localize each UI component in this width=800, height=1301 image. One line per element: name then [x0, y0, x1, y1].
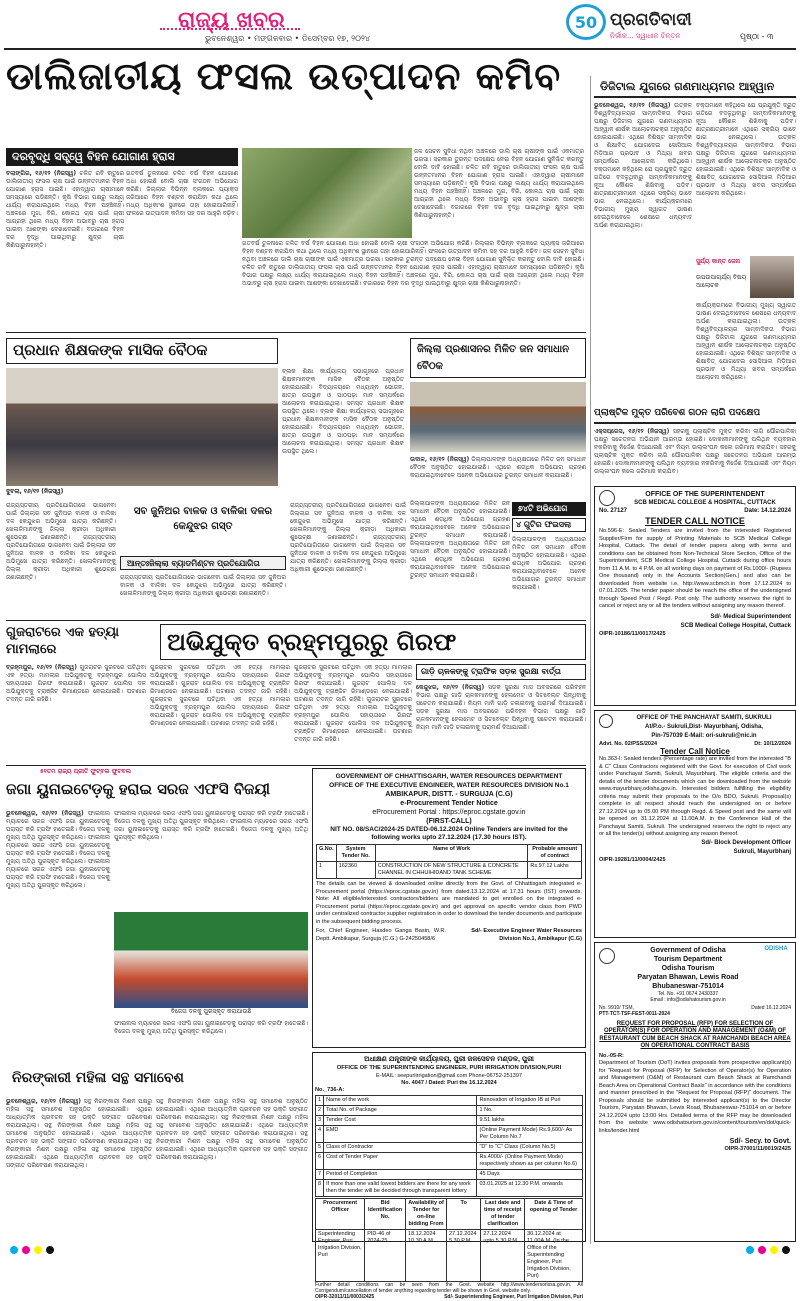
puri-cell: Rs.4000/- (Online Payment Mode) respectively shown as per column No.6): [477, 1152, 583, 1169]
puri-cell: Period of Completion: [324, 1169, 477, 1179]
cg-office: OFFICE OF THE EXECUTIVE ENGINEER, WATER RESOURCES DIVISION No.1: [316, 781, 582, 790]
road-dateline: କେନ୍ଦୁଝର, ୧୬/୧୨ (ନିଜସ୍ୱ): [416, 684, 484, 691]
masthead-rule: [4, 48, 796, 50]
tourism-title: REQUEST FOR PROPOSAL (RFP) FOR SELECTION OF OPERATOR(S) FOR OPERATION AND MANAGEMENT (O&M) OF RESTAURANT CUM BEACH SHACK AT RAMCHANDI BEACH AREA ON OPERATIONAL CONTRACT BASIS: [599, 1021, 791, 1051]
puri-cell: 9.51 lakhs: [477, 1115, 583, 1125]
puri-cell: Renovation of Irrigation IB at Puri: [477, 1095, 583, 1105]
tourism-sign: Sd/- Secy. to Govt.: [599, 1137, 791, 1146]
puri-cell: EMD: [324, 1125, 477, 1142]
crime-text2: ଗୁଜରାଟର ସୁରଟରେ ଘଟିଥିବା ଏକ ହତ୍ୟା ମାମଲାର ଅଭିଯୁକ୍ତକୁ ବ୍ରହ୍ମପୁର ପୋଲିସ ସହାୟତାରେ ଗିରଫ କରାଯାଇଛି। ଗୁଜରାଟ ପୋଲିସ ଦଳ ଅଭିଯୁକ୍ତକୁ ଟ୍ରାଞ୍ଜିଟ ରିମାଣ୍ଡରେ ନେଇଯାଇଛି। ଘଟଣାର ତଦନ୍ତ ଜାରି ରହିଛି।: [150, 664, 290, 695]
right-top-body2b: ବକ୍ତାମାନେ କହିଥିଲେ ଯେ ପ୍ରଯୁକ୍ତି ଦ୍ରୁତ ଗତିରେ ବଦଳୁଥିବାରୁ ସାମ୍ବାଦିକମାନଙ୍କୁ ନୂଆ କୌଶଳ ଶିଖିବାକୁ ପଡ଼ିବ। ଛାତ୍ରଛାତ୍ରୀମାନେ ଏଥିରେ ସକ୍ରିୟ ଭାବେ ଭାଗ ନେଇଥିଲେ।: [696, 102, 796, 141]
registration-dot-magenta-r: [758, 1246, 766, 1254]
registration-dot-cyan: [10, 1246, 18, 1254]
crime-text3: ଗୁଜରାଟର ସୁରଟରେ ଘଟିଥିବା ଏକ ହତ୍ୟା ମାମଲାର ଅଭିଯୁକ୍ତକୁ ବ୍ରହ୍ମପୁର ପୋଲିସ ସହାୟତାରେ ଗିରଫ କରାଯାଇଛି। ଗୁଜରାଟ ପୋଲିସ ଦଳ ଅଭିଯୁକ୍ତକୁ ଟ୍ରାଞ୍ଜିଟ ରିମାଣ୍ଡରେ ନେଇଯାଇଛି। ଘଟଣାର ତଦନ୍ତ ଜାରି ରହିଛି।: [150, 696, 290, 727]
puri-row: [316, 1125, 583, 1142]
tourism-ref: PTT-TCT-TSF-FEST-0011-2024: [599, 1011, 791, 1019]
puri-email: E-MAIL: seepuriirrigation@gmail.com Phone-06752-251397: [315, 1073, 583, 1080]
headmaster-text: ବ୍ଲକ ଶିକ୍ଷା କାର୍ଯ୍ୟାଳୟ ସଭାଗୃହରେ ପ୍ରଧାନ ଶିକ୍ଷକମାନଙ୍କ ମାସିକ ବୈଠକ ଅନୁଷ୍ଠିତ ହୋଇଯାଇଛି। ବିଦ୍ୟାଳୟରେ ମଧ୍ୟାହ୍ନ ଭୋଜନ, ଛାତ୍ର ଉପସ୍ଥାନ ଓ ପାଠପଢ଼ା ମାନ ସମ୍ପର୍କରେ ଆଲୋଚନା କରାଯାଇଥିଲା। ସମସ୍ତ ପ୍ରଧାନ ଶିକ୍ଷକ ଉପସ୍ଥିତ ଥିଲେ।: [282, 368, 404, 415]
plastic-body: [594, 428, 796, 482]
nirankari-text5: ସନ୍ଥ ନିରଙ୍କାରୀ ମିଶନ ପକ୍ଷରୁ ମହିଳା ସନ୍ଥ ସମାବେଶ ଅନୁଷ୍ଠିତ ହୋଇଯାଇଛି। ଏଥିରେ ଆଧ୍ୟାତ୍ମିକ ପ୍ରବଚନ ସହ ଭକ୍ତି ସଙ୍ଗୀତ ପରିବେଷଣ କରାଯାଇଥିଲା।: [156, 1114, 308, 1137]
sukruli-emblem-icon: [599, 714, 613, 728]
football-dateline: ଭୁବନେଶ୍ୱର, ୧୬/୧୨ (ନିଜସ୍ୱ): [6, 810, 84, 817]
sukruli-tender-notice: [594, 710, 796, 938]
headmaster-text2: ବ୍ଲକ ଶିକ୍ଷା କାର୍ଯ୍ୟାଳୟ ସଭାଗୃହରେ ପ୍ରଧାନ ଶିକ୍ଷକମାନଙ୍କ ମାସିକ ବୈଠକ ଅନୁଷ୍ଠିତ ହୋଇଯାଇଛି। ବିଦ୍ୟାଳୟରେ ମଧ୍ୟାହ୍ନ ଭୋଜନ, ଛାତ୍ର ଉପସ୍ଥାନ ଓ ପାଠପଢ଼ା ମାନ ସମ୍ପର୍କରେ ଆଲୋଚନା କରାଯାଇଥିଲା। ସମସ୍ତ ପ୍ରଧାନ ଶିକ୍ଷକ ଉପସ୍ଥିତ ଥିଲେ।: [282, 408, 404, 455]
right-top-body1b: ଉତ୍କଳ ବିଶ୍ୱବିଦ୍ୟାଳୟର ସାମ୍ବାଦିକତା ବିଭାଗ ପକ୍ଷରୁ ଡିଜିଟାଲ ଯୁଗରେ ଗଣମାଧ୍ୟମର ଆହ୍ୱାନ ଶୀର୍ଷକ ଆଲୋଚନାଚକ୍ର ଅନୁଷ୍ଠିତ ହୋଇଯାଇଛି। ଏଥିରେ ବିଶିଷ୍ଟ ସାମ୍ବାଦିକ ଓ ଶିକ୍ଷାବିତ୍ ଯୋଗଦେଇ ସୋସିଆଲ ମିଡ଼ିଆର ପ୍ରଭାବ ଓ ମିଥ୍ୟା ଖବର ସମ୍ପର୍କରେ ଆଲୋଚନା କରିଥିଲେ।: [696, 134, 796, 197]
football-text4: ଫାଇନାଲ ମ୍ୟାଚରେ ସରଜ ଏଫସି ଜଗା ୟୁନାଇଟେଡ଼କୁ ପରାସ୍ତ କରି ଟ୍ରଫି ହାତେଇଛି। ବିଜେତା ଦଳକୁ ମୁଖ୍ୟ ଅତିଥି ପୁରସ୍କୃତ କରିଥିଲେ।: [114, 810, 308, 825]
cg-th-1: System Tender No.: [336, 845, 375, 862]
road-text: ସଡ଼କ ସୁରକ୍ଷା ମାସ ଅବସରରେ ପରିବହନ ବିଭାଗ ପକ୍ଷରୁ ଗାଡ଼ି ଚାଳକମାନଙ୍କୁ ହେଲମେଟ ଓ ସିଟବେଲ୍ଟ ପିନ୍ଧିବାକୁ ସଚେତନ କରାଯାଇଛି। ନିୟମ ମାନି ଗାଡ଼ି ଚଳାଇବାକୁ ପରାମର୍ଶ ଦିଆଯାଇଛି।: [416, 684, 586, 707]
author-name: ସୁର୍ଯ୍ୟ କାନ୍ତ ଜେନା: [696, 258, 750, 266]
mid-rule-2: [6, 765, 586, 766]
football-body-left: [6, 810, 110, 1016]
sukruli-title: Tender Call Notice: [599, 747, 791, 756]
crime-headline: ଅଭିଯୁକ୍ତ ବ୍ରହ୍ମପୁରରୁ ଗିରଫ: [160, 624, 586, 660]
puri-cell: "D" to "C" Class (Column No.5): [477, 1142, 583, 1152]
kabaddi-headline: ସବ ଜୁନିଅର ବାଳକ ଓ ବାଳିକା ଦଳର କେନ୍ଦୁଝର ଗସ୍ତ: [120, 502, 286, 552]
right-column-rule: [590, 76, 591, 1244]
lead-body1-cont2: ଚଳିତ ରବି ଋତୁରେ ଡାଲିଜାତୀୟ ଫସଲ ଚାଷ ପାଇଁ ଉନ୍ନତମାନର ବିହନ ଯୋଗାଣ ହ୍ରାସ ପାଇଛି। ଏହାଦ୍ୱାରା ଚାଷୀମାନେ ସମସ୍ୟାରେ ପଡ଼ିଛନ୍ତି। କୃଷି ବିଭାଗ ପକ୍ଷରୁ ଲକ୍ଷ୍ୟ ଧାର୍ଯ୍ୟ କରାଯାଇଥିଲେ ମଧ୍ୟ ବିହନ ପହଞ୍ଚିନାହିଁ। ଅଞ୍ଚଳରେ ମୁଗ, ବିରି, କୋଳଥ ଚାଷ ପାଇଁ ଚାଷୀ ଆଗ୍ରହୀ ଥିଲେ ମଧ୍ୟ ବିହନ ଅଭାବରୁ ଚାଷ ହ୍ରାସ ପାଇବା ଆଶଙ୍କା ଦେଖାଦେଇଛି। ବଜାରରେ ବିହନ ଦର ବୃଦ୍ଧି ପାଇଥିବାରୁ କ୍ଷୁଦ୍ର ଚାଷୀ କିଣିପାରୁନାହାନ୍ତି।: [242, 264, 584, 287]
lead-bottom-rule: [6, 332, 586, 333]
puri-row: [316, 1169, 583, 1179]
puri-row: [316, 1152, 583, 1169]
paper-tagline: ନିର୍ଭୀକ... ସ୍ୱାଧୀନ ଚିନ୍ତନ: [610, 32, 680, 41]
cg-th-0: G.No.: [317, 845, 337, 862]
tourism-rfp-notice: [594, 942, 796, 1242]
puri-cell: Cost of Tender Paper: [324, 1152, 477, 1169]
crime-text5: ଗୁଜରାଟର ସୁରଟରେ ଘଟିଥିବା ଏକ ହତ୍ୟା ମାମଲାର ଅଭିଯୁକ୍ତକୁ ବ୍ରହ୍ମପୁର ପୋଲିସ ସହାୟତାରେ ଗିରଫ କରାଯାଇଛି। ଗୁଜରାଟ ପୋଲିସ ଦଳ ଅଭିଯୁକ୍ତକୁ ଟ୍ରାଞ୍ଜିଟ ରିମାଣ୍ଡରେ ନେଇଯାଇଛି। ଘଟଣାର ତଦନ୍ତ ଜାରି ରହିଛି।: [294, 696, 412, 743]
puri-no: No. 4047 / Dated: Puri the 16.12.2024: [315, 1080, 583, 1087]
lead-headline: ଡାଲିଜାତୀୟ ଫସଲ ଉତ୍ପାଦନ କମିବ: [6, 54, 586, 110]
football-text1: ଫାଇନାଲ ମ୍ୟାଚରେ ସରଜ ଏଫସି ଜଗା ୟୁନାଇଟେଡ଼କୁ ପରାସ୍ତ କରି ଟ୍ରଫି ହାତେଇଛି। ବିଜେତା ଦଳକୁ ମୁଖ୍ୟ ଅତିଥି ପୁରସ୍କୃତ କରିଥିଲେ।: [6, 810, 110, 841]
plastic-text: ସହରକୁ ପ୍ଲାଷ୍ଟିକ ମୁକ୍ତ କରିବା ଲାଗି ପୌରପାଳିକା ପକ୍ଷରୁ ସଚେତନତା ଅଭିଯାନ ଆରମ୍ଭ ହୋଇଛି। ଦୋକାନୀମାନଙ୍କୁ ପଲିଥିନ ବ୍ୟବହାର ନକରିବାକୁ ନିର୍ଦ୍ଦେଶ ଦିଆଯାଇଛି ଏବଂ ନିୟମ ଉଲ୍ଲଂଘନ କଲେ ଜରିମାନା କରାଯିବ।: [594, 428, 796, 451]
puri-sd-0: Superintending Engineer, Puri Irrigation Division, Puri: [316, 1229, 365, 1281]
football-body-mid: [114, 810, 308, 910]
district-text3: ଜିଲ୍ଲାପାଳଙ୍କ ଅଧ୍ୟକ୍ଷତାରେ ମିଳିତ ଜନ ସମାଧାନ ବୈଠକ ଅନୁଷ୍ଠିତ ହୋଇଯାଇଛି। ଏଥିରେ ଶତାଧିକ ଅଭିଯୋଗ ଗ୍ରହଣ କରାଯାଇଥିବାବେଳେ ଅନେକ ଅଭିଯୋଗର ତୁରନ୍ତ ସମାଧାନ କରାଯାଇଛି।: [410, 540, 510, 579]
road-headline: ଗାଡ଼ି ଚାଳକଙ୍କୁ ଟ୍ରାଫିକ ସଡ଼କ ସୁରକ୍ଷା ବାର୍ତ୍ତା: [416, 664, 586, 680]
plastic-dateline: ଏକ୍ସପ୍ରେସ, ୧୬/୧୨ (ନିଜସ୍ୱ): [594, 428, 669, 435]
puri-cell: 1 No.: [477, 1105, 583, 1115]
district-dateline: ଉଦାଳ, ୧୬/୧୨ (ନିଜସ୍ୱ): [410, 456, 469, 463]
nirankari-text6: ସନ୍ଥ ନିରଙ୍କାରୀ ମିଶନ ପକ୍ଷରୁ ମହିଳା ସନ୍ଥ ସମାବେଶ ଅନୁଷ୍ଠିତ ହୋଇଯାଇଛି। ଏଥିରେ ଆଧ୍ୟାତ୍ମିକ ପ୍ରବଚନ ସହ ଭକ୍ତି ସଙ୍ଗୀତ ପରିବେଷଣ କରାଯାଇଥିଲା।: [156, 1130, 308, 1161]
district-text4: ଜିଲ୍ଲାପାଳଙ୍କ ଅଧ୍ୟକ୍ଷତାରେ ମିଳିତ ଜନ ସମାଧାନ ବୈଠକ ଅନୁଷ୍ଠିତ ହୋଇଯାଇଛି। ଏଥିରେ ଶତାଧିକ ଅଭିଯୋଗ ଗ୍ରହଣ କରାଯାଇଥିବାବେଳେ ଅନେକ ଅଭିଯୋଗର ତୁରନ୍ତ ସମାଧାନ କରାଯାଇଛି।: [512, 536, 586, 591]
puri-sign: Sd/- Superintending Engineer, Puri Irrigation Division, Puri: [444, 1294, 583, 1301]
road-body: [416, 684, 586, 762]
puri-cell: Total No. of Package: [324, 1105, 477, 1115]
puri-cell: 2: [316, 1105, 324, 1115]
puri-tender-notice: [312, 1052, 586, 1242]
registration-dot-black-r: [782, 1246, 790, 1254]
district-stat2: ୪ ଗୁଟିର ଫଇସଲା: [512, 518, 586, 532]
puri-cell: 1: [316, 1095, 324, 1105]
cg-portal: eProcurement Portal : https://eproc.cgstate.gov.in: [316, 808, 582, 817]
sukruli-sign1: Sd/- Block Development Officer: [599, 839, 791, 848]
puri-cell: Tender Cost: [324, 1115, 477, 1125]
scb-emblem-icon: [599, 490, 615, 506]
puri-cell: 5: [316, 1142, 324, 1152]
scb-ref: OIPR-10186/11/0017/2425: [599, 631, 791, 639]
cg-first: (FIRST-CALL): [316, 817, 582, 826]
tourism-addr1: Paryatan Bhawan, Lewis Road: [618, 973, 758, 982]
cg-gov: GOVERNMENT OF CHHATTISGARH, WATER RESOURCES DEPARTMENT: [316, 772, 582, 781]
crime-body-col2: [150, 664, 290, 762]
tourism-dept2: Odisha Tourism: [618, 964, 758, 973]
cg-td-2: CONSTRUCTION OF NEW STRUCTURE & CONCRETE CHANNEL IN CHHUIHIDAND TANK SCHEME: [375, 862, 528, 879]
scb-tender-notice: [594, 486, 796, 706]
crime-body-col1: [6, 664, 146, 762]
puri-cell: If more than one valid lowest bidders are there for any work then the tender will be decided through transparent lottery: [324, 1179, 477, 1196]
lead-photo-field: [242, 148, 412, 238]
district-headline: ଜିଲ୍ଲା ପ୍ରଶାସନର ମିଳିତ ଜନ ସମାଧାନ ବୈଠକ: [410, 338, 586, 378]
cg-td-3: Rs.97.12 Lakhs: [528, 862, 582, 879]
puri-sh-2: Availability of Tender for on-line bidding From: [406, 1198, 447, 1229]
cg-right-sign: Sd/- Executive Engineer Water Resources Division No.1, Ambikapur (C.G): [462, 928, 582, 943]
puri-cell: 4: [316, 1125, 324, 1142]
puri-ref2: OIPR-32011/11/0003/2425: [315, 1294, 374, 1301]
puri-sd-1: PID-46 of 2024-25: [365, 1229, 406, 1281]
district-body3: [512, 536, 586, 616]
district-body2: [410, 500, 510, 616]
nirankari-body2: [156, 1098, 308, 1242]
football-photo: [114, 912, 308, 1008]
cg-left-sign: For, Chief Engineer, Hasdeo Ganga Basin, W.R. Deptt. Ambikapur, Surguja (C.G.) G-24250458/6: [316, 928, 446, 943]
puri-cell: 45 Days: [477, 1169, 583, 1179]
tourism-date: Dated 16.12.2024: [751, 1005, 791, 1011]
football-text3: ଫାଇନାଲ ମ୍ୟାଚରେ ସରଜ ଏଫସି ଜଗା ୟୁନାଇଟେଡ଼କୁ ପରାସ୍ତ କରି ଟ୍ରଫି ହାତେଇଛି। ବିଜେତା ଦଳକୁ ମୁଖ୍ୟ ଅତିଥି ପୁରସ୍କୃତ କରିଥିଲେ।: [6, 858, 110, 889]
road-text2: ସଡ଼କ ସୁରକ୍ଷା ମାସ ଅବସରରେ ପରିବହନ ବିଭାଗ ପକ୍ଷରୁ ଗାଡ଼ି ଚାଳକମାନଙ୍କୁ ହେଲମେଟ ଓ ସିଟବେଲ୍ଟ ପିନ୍ଧିବାକୁ ସଚେତନ କରାଯାଇଛି। ନିୟମ ମାନି ଗାଡ଼ି ଚଳାଇବାକୁ ପରାମର୍ଶ ଦିଆଯାଇଛି।: [416, 708, 586, 731]
football-kicker: ୫୧ତମ ରାଜ୍ୟ ପ୍ରୀତି ଫୁଟ୍‌ବଲ ଫୁଟବଲ: [40, 768, 240, 778]
puri-sh-0: Procurement Officer: [316, 1198, 365, 1229]
cg-body: The details can be viewed & downloaded online directly from the Govt. of Chhattisgarh integrated e-Procurement portal (https://eproc.cgstate.gov.in) from dated.13.12.2024 at 17.31 hours (IST) onwards. Note: All eligible/interested contractors/bidders are mandated to get enrolled on the integrated e-Procurement portal (https://eproc.cgstate.gov.in) and get approval on specific vendor class from PWD under centralized contractor supplier registration in order to download the tender documents and participate in the subsequent bidding process.: [316, 881, 582, 926]
kabaddi-body: [120, 574, 286, 616]
tourism-ref2: OIPR-37001/11/0019/2425: [599, 1146, 791, 1154]
puri-row: [316, 1095, 583, 1105]
registration-dot-cyan-r: [746, 1246, 754, 1254]
lead-body2-cont: ଗତବର୍ଷ ତୁଳନାରେ ଚଳିତ ବର୍ଷ ବିହନ ଯୋଗାଣ ଅଧା ହୋଇଛି ବୋଲି ଚାଷୀ ସଂଗଠନ ଅଭିଯୋଗ କରିଛି। ଜିଲ୍ଲାର ବିଭିନ୍ନ ବ୍ଲକରେ ପ୍ୟାକ୍ସ ଜରିଆରେ ବିହନ ବଣ୍ଟନ କରାଯିବା କଥା ଥିଲେ ମଧ୍ୟ ଅଧିକାଂଶ ସ୍ଥାନରେ ତାହା ହୋଇପାରିନାହିଁ। ଫଳରେ ଉତ୍ପାଦନ କମିବା ସହ ଦର ଆହୁରି ବଢ଼ିବ।: [242, 240, 584, 255]
football-text6: ଫାଇନାଲ ମ୍ୟାଚରେ ସରଜ ଏଫସି ଜଗା ୟୁନାଇଟେଡ଼କୁ ପରାସ୍ତ କରି ଟ୍ରଫି ହାତେଇଛି। ବିଜେତା ଦଳକୁ ମୁଖ୍ୟ ଅତିଥି ପୁରସ୍କୃତ କରିଥିଲେ।: [114, 1020, 308, 1035]
puri-row: [316, 1179, 583, 1196]
district-text2: ଜିଲ୍ଲାପାଳଙ୍କ ଅଧ୍ୟକ୍ଷତାରେ ମିଳିତ ଜନ ସମାଧାନ ବୈଠକ ଅନୁଷ୍ଠିତ ହୋଇଯାଇଛି। ଏଥିରେ ଶତାଧିକ ଅଭିଯୋଗ ଗ୍ରହଣ କରାଯାଇଥିବାବେଳେ ଅନେକ ଅଭିଯୋଗର ତୁରନ୍ତ ସମାଧାନ କରାଯାଇଛି।: [410, 500, 510, 539]
crime-label: ଗୁଜରାଟରେ ଏକ ହତ୍ୟା ମାମଲାରେ: [6, 624, 156, 660]
nirankari-text4: ସନ୍ଥ ନିରଙ୍କାରୀ ମିଶନ ପକ୍ଷରୁ ମହିଳା ସନ୍ଥ ସମାବେଶ ଅନୁଷ୍ଠିତ ହୋଇଯାଇଛି। ଏଥିରେ ଆଧ୍ୟାତ୍ମିକ ପ୍ରବଚନ ସହ ଭକ୍ତି ସଙ୍ଗୀତ ପରିବେଷଣ କରାଯାଇଥିଲା।: [156, 1098, 308, 1121]
kabaddi-text: ରାଜ୍ୟସ୍ତରୀୟ ପ୍ରତିଯୋଗିତାରେ ଭାଗନେବା ପାଇଁ ଜିଲ୍ଲାର ସବ ଜୁନିଅର ବାଳକ ଓ ବାଳିକା ଦଳ କେନ୍ଦୁଝର ଅଭିମୁଖେ ଯାତ୍ରା କରିଛନ୍ତି। ଖେଳାଳିମାନଙ୍କୁ ଜିଲ୍ଲା କ୍ରୀଡ଼ା ଅଧିକାରୀ ଶୁଭେଚ୍ଛା ଜଣାଇଛନ୍ତି।: [120, 574, 286, 597]
scb-sign2: SCB Medical College Hospital, Cuttack: [599, 622, 791, 631]
nirankari-text1: ସନ୍ଥ ନିରଙ୍କାରୀ ମିଶନ ପକ୍ଷରୁ ମହିଳା ସନ୍ଥ ସମାବେଶ ଅନୁଷ୍ଠିତ ହୋଇଯାଇଛି। ଏଥିରେ ଆଧ୍ୟାତ୍ମିକ ପ୍ରବଚନ ସହ ଭକ୍ତି ସଙ୍ଗୀତ ପରିବେଷଣ କରାଯାଇଥିଲା।: [6, 1098, 152, 1129]
page-dateline: ଭୁବନେଶ୍ୱର • ମଙ୍ଗଳବାର • ଡିସେମ୍ବର ୧୭, ୨୦୨୪: [205, 34, 370, 44]
lead-subhead: ଦରବୃଦ୍ଧି ସତ୍ତ୍ୱେ ବିହନ ଯୋଗାଣ ହ୍ରାସ: [6, 148, 238, 166]
district-photo: [410, 382, 586, 452]
right-top-body3b: କାର୍ଯ୍ୟକ୍ରମରେ ବିଭାଗୀୟ ମୁଖ୍ୟ ସ୍ୱାଗତ ଭାଷଣ ଦେଇଥିବାବେଳେ ଶେଷରେ ଧନ୍ୟବାଦ ଅର୍ପଣ କରାଯାଇଥିଲା।: [696, 302, 796, 325]
puri-row: [316, 1105, 583, 1115]
tourism-no: No. 9910/ TSM,: [599, 1005, 634, 1011]
author-role: ଉପଉପାଚାର୍ଯ୍ୟ ବିଷୟ ଆଲୋଚକ: [696, 274, 750, 290]
section-title: ରାଜ୍ୟ ଖବର: [178, 8, 285, 33]
puri-sd-3: 27.12.2024 5.30 P.M.: [446, 1229, 480, 1281]
cg-table: [316, 844, 582, 879]
crime-body-col3: [294, 664, 412, 762]
lead-body3-cont: ଜଳ ସେଚନ ସୁବିଧା ନଥିବା ଅଞ୍ଚଳରେ ଡାଲି ଚାଷ ଚାଷୀଙ୍କ ପାଇଁ ଏକମାତ୍ର ଭରସା। ସରକାର ତୁରନ୍ତ ପଦକ୍ଷେପ ନେଇ ବିହନ ଯୋଗାଣ ସୁନିଶ୍ଚିତ କରନ୍ତୁ ବୋଲି ଦାବି ହୋଇଛି।: [242, 248, 584, 263]
football-text5: ଫାଇନାଲ ମ୍ୟାଚରେ ସରଜ ଏଫସି ଜଗା ୟୁନାଇଟେଡ଼କୁ ପରାସ୍ତ କରି ଟ୍ରଫି ହାତେଇଛି। ବିଜେତା ଦଳକୁ ମୁଖ୍ୟ ଅତିଥି ପୁରସ୍କୃତ କରିଥିଲେ।: [114, 818, 308, 841]
puri-sh-3: To: [446, 1198, 480, 1229]
district-text: ଜିଲ୍ଲାପାଳଙ୍କ ଅଧ୍ୟକ୍ଷତାରେ ମିଳିତ ଜନ ସମାଧାନ ବୈଠକ ଅନୁଷ୍ଠିତ ହୋଇଯାଇଛି। ଏଥିରେ ଶତାଧିକ ଅଭିଯୋଗ ଗ୍ରହଣ କରାଯାଇଥିବାବେଳେ ଅନେକ ଅଭିଯୋଗର ତୁରନ୍ତ ସମାଧାନ କରାଯାଇଛି।: [410, 456, 586, 479]
right-top-col2b: [696, 302, 796, 402]
kabaddi-text-c: ରାଜ୍ୟସ୍ତରୀୟ ପ୍ରତିଯୋଗିତାରେ ଭାଗନେବା ପାଇଁ ଜିଲ୍ଲାର ସବ ଜୁନିଅର ବାଳକ ଓ ବାଳିକା ଦଳ କେନ୍ଦୁଝର ଅଭିମୁଖେ ଯାତ୍ରା କରିଛନ୍ତି। ଖେଳାଳିମାନଙ୍କୁ ଜିଲ୍ଲା କ୍ରୀଡ଼ା ଅଧିକାରୀ ଶୁଭେଚ୍ଛା ଜଣାଇଛନ୍ତି।: [290, 502, 406, 541]
right-top-col2: [696, 102, 796, 252]
puri-sh-1: Bid Identification No.: [365, 1198, 406, 1229]
football-caption: ବିଜେତା ଦଳକୁ ପୁରସ୍କୃତ କରାଯାଉଛି: [114, 1008, 308, 1018]
scb-title: TENDER CALL NOTICE: [599, 516, 791, 526]
tourism-body: Department of Tourism (DoT) invites proposals from prospective applicant(s) for "Request for Proposal (RFP) for Selection of Operator(s) for Operation and Management (O&M) of Restaurant cum Beach Shack at Ramchandi Beach Area on Operational Contract Basis" in accordance with the conditions and manner prescribed in the "Request for Proposal (RFP)" document. The Proposals should be submitted by interested applicant(s) to the Director Tourism, Paryatan Bhawan, Lewis Road, Bhubaneswar-751014 on or before 24.12.2024 upto 13:00 Hrs. Detailed terms of the RFP may be downloaded from the website www.odishatourism.gov.in/content/tourism/en/dot/quick-links/tender.html: [599, 1060, 791, 1135]
football-headline: ଜଗା ୟୁନାଇଟେଡ଼କୁ ହରାଇ ସରଜ ଏଫସି ବିଜୟୀ: [6, 780, 308, 806]
lead-body2: ଗତବର୍ଷ ତୁଳନାରେ ଚଳିତ ବର୍ଷ ବିହନ ଯୋଗାଣ ଅଧା ହୋଇଛି ବୋଲି ଚାଷୀ ସଂଗଠନ ଅଭିଯୋଗ କରିଛି। ଜିଲ୍ଲାର ବିଭିନ୍ନ ବ୍ଲକରେ ପ୍ୟାକ୍ସ ଜରିଆରେ ବିହନ ବଣ୍ଟନ କରାଯିବା କଥା ଥିଲେ ମଧ୍ୟ ଅଧିକାଂଶ ସ୍ଥାନରେ ତାହା ହୋଇପାରିନାହିଁ। ଫଳରେ ଉତ୍ପାଦନ କମିବା ସହ ଦର ଆହୁରି ବଢ଼ିବ।: [126, 170, 238, 217]
crime-text1: ଗୁଜରାଟର ସୁରଟରେ ଘଟିଥିବା ଏକ ହତ୍ୟା ମାମଲାର ଅଭିଯୁକ୍ତକୁ ବ୍ରହ୍ମପୁର ପୋଲିସ ସହାୟତାରେ ଗିରଫ କରାଯାଇଛି। ଗୁଜରାଟ ପୋଲିସ ଦଳ ଅଭିଯୁକ୍ତକୁ ଟ୍ରାଞ୍ଜିଟ ରିମାଣ୍ଡରେ ନେଇଯାଇଛି। ଘଟଣାର ତଦନ୍ତ ଜାରି ରହିଛି।: [6, 664, 146, 703]
football-text2: ଫାଇନାଲ ମ୍ୟାଚରେ ସରଜ ଏଫସି ଜଗା ୟୁନାଇଟେଡ଼କୁ ପରାସ୍ତ କରି ଟ୍ରଫି ହାତେଇଛି। ବିଜେତା ଦଳକୁ ମୁଖ୍ୟ ଅତିଥି ପୁରସ୍କୃତ କରିଥିଲେ।: [6, 834, 110, 865]
scb-date: Date: 14.12.2024: [744, 508, 791, 514]
right-top-body1c: ଉତ୍କଳ ବିଶ୍ୱବିଦ୍ୟାଳୟର ସାମ୍ବାଦିକତା ବିଭାଗ ପକ୍ଷରୁ ଡିଜିଟାଲ ଯୁଗରେ ଗଣମାଧ୍ୟମର ଆହ୍ୱାନ ଶୀର୍ଷକ ଆଲୋଚନାଚକ୍ର ଅନୁଷ୍ଠିତ ହୋଇଯାଇଛି। ଏଥିରେ ବିଶିଷ୍ଟ ସାମ୍ବାଦିକ ଓ ଶିକ୍ଷାବିତ୍ ଯୋଗଦେଇ ସୋସିଆଲ ମିଡ଼ିଆର ପ୍ରଭାବ ଓ ମିଥ୍ୟା ଖବର ସମ୍ପର୍କରେ ଆଲୋଚନା କରିଥିଲେ।: [696, 318, 796, 381]
puri-cell: Class of Contractor: [324, 1142, 477, 1152]
registration-dot-yellow: [34, 1246, 42, 1254]
headmaster-headline: ପ୍ରଧାନ ଶିକ୍ଷକଙ୍କ ମାସିକ ବୈଠକ: [6, 338, 278, 364]
lead-body-col4: [242, 240, 584, 328]
sukruli-pin: Pin-757039 E-Mail: ori-sukruli@nic.in: [617, 732, 791, 741]
scb-no: No. 27127: [599, 508, 627, 514]
cg-eproc: e-Procurement Tender Notice: [316, 799, 582, 808]
headmaster-body: [282, 368, 404, 498]
scb-office: OFFICE OF THE SUPERINTENDENT: [619, 490, 791, 499]
lead-body-col1: [6, 170, 124, 328]
cg-nit: NIT NO. 08/SAC/2024-25 DATED-06.12.2024 Online Tenders are invited for the following works upto 27.12.2024 (17.30 hours IST).: [316, 826, 582, 842]
scb-body: No.596-E: Sealed Tenders are invited from the interested Registered Supplier/Firm for supply of Printing Materials to SCB Medical College Hospital, Cuttack. The detail of tender papers along with terms and conditions can be obtained from Non-Technical Store Section, Office of the Superintendent, SCB Medical College Hospital, Cuttack during office hours from 11 A.M. to 4 P.M. on all working days on payment of Rs.1000/- (Rupees One thousand) only in the Accounts Section(Gen.) and also can be downloaded from website i.e. http://www.scbmch.in from 17.12.2024 to 07.01.2025. The tender paper should be reach the office of the undersigned through Speed Post / Regd. Post only. The authority reserves the right to cancel or reject any or all the tenders without assigning any reason thereof.: [599, 528, 791, 611]
puri-table: [315, 1095, 583, 1197]
right-top-col1: [594, 102, 692, 402]
right-top-body2: ବକ୍ତାମାନେ କହିଥିଲେ ଯେ ପ୍ରଯୁକ୍ତି ଦ୍ରୁତ ଗତିରେ ବଦଳୁଥିବାରୁ ସାମ୍ବାଦିକମାନଙ୍କୁ ନୂଆ କୌଶଳ ଶିଖିବାକୁ ପଡ଼ିବ। ଛାତ୍ରଛାତ୍ରୀମାନେ ଏଥିରେ ସକ୍ରିୟ ଭାବେ ଭାଗ ନେଇଥିଲେ।: [594, 166, 692, 205]
plastic-text2: ସହରକୁ ପ୍ଲାଷ୍ଟିକ ମୁକ୍ତ କରିବା ଲାଗି ପୌରପାଳିକା ପକ୍ଷରୁ ସଚେତନତା ଅଭିଯାନ ଆରମ୍ଭ ହୋଇଛି। ଦୋକାନୀମାନଙ୍କୁ ପଲିଥିନ ବ୍ୟବହାର ନକରିବାକୁ ନିର୍ଦ୍ଦେଶ ଦିଆଯାଇଛି ଏବଂ ନିୟମ ଉଲ୍ଲଂଘନ କଲେ ଜରିମାନା କରାଯିବ।: [594, 444, 796, 475]
author-box: [696, 256, 796, 298]
author-photo: [750, 256, 794, 298]
nirankari-text2: ସନ୍ଥ ନିରଙ୍କାରୀ ମିଶନ ପକ୍ଷରୁ ମହିଳା ସନ୍ଥ ସମାବେଶ ଅନୁଷ୍ଠିତ ହୋଇଯାଇଛି। ଏଥିରେ ଆଧ୍ୟାତ୍ମିକ ପ୍ରବଚନ ସହ ଭକ୍ତି ସଙ୍ଗୀତ ପରିବେଷଣ କରାଯାଇଥିଲା।: [6, 1122, 152, 1145]
puri-row: [316, 1115, 583, 1125]
paper-name: ପ୍ରଗତିବାଦୀ: [610, 10, 692, 30]
tourism-tel: Tel. No. +91 0674 2430337: [618, 991, 758, 997]
puri-top: ଅଧୀକ୍ଷଣ ଯନ୍ତ୍ରୀଙ୍କ କାର୍ଯ୍ୟାଳୟ, ପୁରୀ ଜଳସେଚନ ମଣ୍ଡଳ, ପୁରୀ: [315, 1055, 583, 1064]
kabaddi-leftcol: [6, 502, 116, 616]
puri-sd-5: 30.12.2024 at 11.00A.M. (In the Office of the Superintending Engineer, Puri Irrigation Division, Puri): [525, 1229, 583, 1281]
plastic-headline: ପ୍ଲାଷ୍ଟିକ ମୁକ୍ତ ପରିବେଶ ଗଠନ ଲାଗି ପଦକ୍ଷେପ: [594, 406, 796, 424]
sukruli-ref: OIPR-19281/11/0004/2425: [599, 857, 791, 865]
sukruli-date: Dt: 10/12/2024: [754, 741, 791, 747]
puri-cell: 7: [316, 1169, 324, 1179]
scb-name: SCB MEDICAL COLLEGE & HOSPITAL, CUTTACK: [619, 499, 791, 508]
tourism-addr2: Bhubaneswar-751014: [618, 982, 758, 991]
crime-text4: ଗୁଜରାଟର ସୁରଟରେ ଘଟିଥିବା ଏକ ହତ୍ୟା ମାମଲାର ଅଭିଯୁକ୍ତକୁ ବ୍ରହ୍ମପୁର ପୋଲିସ ସହାୟତାରେ ଗିରଫ କରାଯାଇଛି। ଗୁଜରାଟ ପୋଲିସ ଦଳ ଅଭିଯୁକ୍ତକୁ ଟ୍ରାଞ୍ଜିଟ ରିମାଣ୍ଡରେ ନେଇଯାଇଛି। ଘଟଣାର ତଦନ୍ତ ଜାରି ରହିଛି।: [294, 664, 412, 703]
nirankari-dateline: ଭୁବନେଶ୍ୱର, ୧୬/୧୨ (ନିଜସ୍ୱ): [6, 1098, 81, 1105]
kabaddi-rightcol: [290, 502, 406, 616]
cg-td-1: 162360: [336, 862, 375, 879]
cg-td-0: 1: [317, 862, 337, 879]
crime-dateline: ବ୍ରହ୍ମପୁର, ୧୬/୧୨ (ନିଜସ୍ୱ): [6, 664, 77, 671]
right-top-dateline: ଭୁବନେଶ୍ୱର, ୧୬/୧୨ (ନିଜସ୍ୱ): [594, 102, 670, 109]
scb-sign1: Sd/- Medical Superintendent: [599, 613, 791, 622]
puri-row: [316, 1142, 583, 1152]
right-top-headline: ଡିଜିଟାଲ ଯୁଗରେ ଗଣମାଧ୍ୟମର ଆହ୍ୱାନ: [594, 78, 796, 98]
lead-dateline: ବଲାଙ୍ଗିର, ୧୬/୧୨ (ନିଜସ୍ୱ): [6, 170, 76, 177]
sukruli-addr: At/P.o.- Sukruli,Dist- Mayurbhanj, Odisha,: [617, 723, 791, 732]
kabaddi-subhead: ଆନ୍ତଃଜିଲ୍ଲା ବ୍ୟାଡମିଣ୍ଟନ ପ୍ରତିଯୋଗିତା: [120, 556, 286, 570]
tourism-dept: Tourism Department: [618, 955, 758, 964]
tourism-emblem-icon: [599, 948, 615, 964]
puri-sh-5: Date & Time of opening of Tender: [525, 1198, 583, 1229]
puri-footer: Further detail conditions can be seen from the Govt. website http://www.tendersorissa.gov.in. All Corrigendum/cancellation of tender anything regarding tender will be shown in Govt. website only.: [315, 1282, 583, 1294]
tourism-no2: No.-05-R:: [599, 1053, 791, 1061]
registration-dot-magenta: [22, 1246, 30, 1254]
district-stat1: ୭୪ଟି ଅଭିଯୋଗ: [512, 502, 586, 516]
puri-schedule: [315, 1198, 583, 1282]
football-body-right: [114, 1020, 308, 1064]
kabaddi-text-a: ରାଜ୍ୟସ୍ତରୀୟ ପ୍ରତିଯୋଗିତାରେ ଭାଗନେବା ପାଇଁ ଜିଲ୍ଲାର ସବ ଜୁନିଅର ବାଳକ ଓ ବାଳିକା ଦଳ କେନ୍ଦୁଝର ଅଭିମୁଖେ ଯାତ୍ରା କରିଛନ୍ତି। ଖେଳାଳିମାନଙ୍କୁ ଜିଲ୍ଲା କ୍ରୀଡ଼ା ଅଧିକାରୀ ଶୁଭେଚ୍ଛା ଜଣାଇଛନ୍ତି।: [6, 502, 116, 541]
nirankari-headline: ନିରଙ୍କାରୀ ମହିଳା ସନ୍ଥ ସମାବେଶ: [6, 1068, 308, 1094]
puri-cell: 8: [316, 1179, 324, 1196]
puri-ref: No._736-A:: [315, 1087, 583, 1095]
nirankari-text3: ସନ୍ଥ ନିରଙ୍କାରୀ ମିଶନ ପକ୍ଷରୁ ମହିଳା ସନ୍ଥ ସମାବେଶ ଅନୁଷ୍ଠିତ ହୋଇଯାଇଛି। ଏଥିରେ ଆଧ୍ୟାତ୍ମିକ ପ୍ରବଚନ ସହ ଭକ୍ତି ସଙ୍ଗୀତ ପରିବେଷଣ କରାଯାଇଥିଲା।: [6, 1138, 152, 1169]
puri-cell: (Online Payment Mode) Rs.9,600/- As Per Column No.7: [477, 1125, 583, 1142]
masthead: [0, 0, 800, 48]
lead-body3: ଜଳ ସେଚନ ସୁବିଧା ନଥିବା ଅଞ୍ଚଳରେ ଡାଲି ଚାଷ ଚାଷୀଙ୍କ ପାଇଁ ଏକମାତ୍ର ଭରସା। ସରକାର ତୁରନ୍ତ ପଦକ୍ଷେପ ନେଇ ବିହନ ଯୋଗାଣ ସୁନିଶ୍ଚିତ କରନ୍ତୁ ବୋଲି ଦାବି ହୋଇଛି।: [414, 148, 584, 171]
sukruli-sign2: Sukruli, Mayurbhanj: [599, 848, 791, 857]
cg-place: AMBIKAPUR, DISTT. - SURGUJA (C.G): [316, 790, 582, 799]
mid-rule-1: [6, 620, 586, 621]
headmaster-photo: [6, 368, 278, 486]
registration-dot-yellow-r: [770, 1246, 778, 1254]
lead-body1-cont: ଚଳିତ ରବି ଋତୁରେ ଡାଲିଜାତୀୟ ଫସଲ ଚାଷ ପାଇଁ ଉନ୍ନତମାନର ବିହନ ଯୋଗାଣ ହ୍ରାସ ପାଇଛି। ଏହାଦ୍ୱାରା ଚାଷୀମାନେ ସମସ୍ୟାରେ ପଡ଼ିଛନ୍ତି। କୃଷି ବିଭାଗ ପକ୍ଷରୁ ଲକ୍ଷ୍ୟ ଧାର୍ଯ୍ୟ କରାଯାଇଥିଲେ ମଧ୍ୟ ବିହନ ପହଞ୍ଚିନାହିଁ। ଅଞ୍ଚଳରେ ମୁଗ, ବିରି, କୋଳଥ ଚାଷ ପାଇଁ ଚାଷୀ ଆଗ୍ରହୀ ଥିଲେ ମଧ୍ୟ ବିହନ ଅଭାବରୁ ଚାଷ ହ୍ରାସ ପାଇବା ଆଶଙ୍କା ଦେଖାଦେଇଛି। ବଜାରରେ ବିହନ ଦର ବୃଦ୍ଧି ପାଇଥିବାରୁ କ୍ଷୁଦ୍ର ଚାଷୀ କିଣିପାରୁନାହାନ୍ତି।: [414, 164, 584, 219]
lead-body-col2: [126, 170, 238, 328]
sukruli-adv: Advt. No. 02/PSS/2024: [599, 741, 657, 747]
puri-office: OFFICE OF THE SUPERINTENDING ENGINEER, PURI IRRIGATION DIVISION,PURI: [315, 1064, 583, 1073]
sukruli-body: No.363-I: Sealed tenders (Percentage rate) are invited from the interested "B & C" Class Contractors registered with the Govt. for execution of Civil work under Panchayat Samiti, Sukruli, Mayurbhanj. The eligible criteria and the details of the tender documents which can be downloaded from the website www.mayurbhanj.odisha.gov.in. Interested bidders fulfilling the eligibility criteria may submit their proposals to the O/o BDO, Sukruli. Proposal(s) complete in all respect should reach the undersigned on or before 27.12.2024 up to 05.00 PM through Regd. & Speed post and the same will be opened on 31.12.2024 at 11.00A.M. in the Conference Hall of the Panchayat Samiti, Sukruli. The undersigned reserves the right to reject any or all the tender(s) without assigning any reason thereof.: [599, 756, 791, 839]
headmaster-caption: ଦୁବଲା, ୧୬/୧୨ (ନିଜସ୍ୱ): [6, 488, 278, 498]
kabaddi-text-d: ରାଜ୍ୟସ୍ତରୀୟ ପ୍ରତିଯୋଗିତାରେ ଭାଗନେବା ପାଇଁ ଜିଲ୍ଲାର ସବ ଜୁନିଅର ବାଳକ ଓ ବାଳିକା ଦଳ କେନ୍ଦୁଝର ଅଭିମୁଖେ ଯାତ୍ରା କରିଛନ୍ତି। ଖେଳାଳିମାନଙ୍କୁ ଜିଲ୍ଲା କ୍ରୀଡ଼ା ଅଧିକାରୀ ଶୁଭେଚ୍ଛା ଜଣାଇଛନ୍ତି।: [290, 534, 406, 573]
kabaddi-text-b: ରାଜ୍ୟସ୍ତରୀୟ ପ୍ରତିଯୋଗିତାରେ ଭାଗନେବା ପାଇଁ ଜିଲ୍ଲାର ସବ ଜୁନିଅର ବାଳକ ଓ ବାଳିକା ଦଳ କେନ୍ଦୁଝର ଅଭିମୁଖେ ଯାତ୍ରା କରିଛନ୍ତି। ଖେଳାଳିମାନଙ୍କୁ ଜିଲ୍ଲା କ୍ରୀଡ଼ା ଅଧିକାରୀ ଶୁଭେଚ୍ଛା ଜଣାଇଛନ୍ତି।: [6, 534, 116, 581]
cg-th-3: Probable amount of contract: [528, 845, 582, 862]
puri-sd-2: 18.12.2024 10.30 A.M.: [406, 1229, 447, 1281]
puri-cell: 6: [316, 1152, 324, 1169]
puri-sd-4: 27.12.2024 upto 5.30 P.M.: [481, 1229, 525, 1281]
lead-body1: ଚଳିତ ରବି ଋତୁରେ ଡାଲିଜାତୀୟ ଫସଲ ଚାଷ ପାଇଁ ଉନ୍ନତମାନର ବିହନ ଯୋଗାଣ ହ୍ରାସ ପାଇଛି। ଏହାଦ୍ୱାରା ଚାଷୀମାନେ ସମସ୍ୟାରେ ପଡ଼ିଛନ୍ତି। କୃଷି ବିଭାଗ ପକ୍ଷରୁ ଲକ୍ଷ୍ୟ ଧାର୍ଯ୍ୟ କରାଯାଇଥିଲେ ମଧ୍ୟ ବିହନ ପହଞ୍ଚିନାହିଁ। ଅଞ୍ଚଳରେ ମୁଗ, ବିରି, କୋଳଥ ଚାଷ ପାଇଁ ଚାଷୀ ଆଗ୍ରହୀ ଥିଲେ ମଧ୍ୟ ବିହନ ଅଭାବରୁ ଚାଷ ହ୍ରାସ ପାଇବା ଆଶଙ୍କା ଦେଖାଦେଇଛି। ବଜାରରେ ବିହନ ଦର ବୃଦ୍ଧି ପାଇଥିବାରୁ କ୍ଷୁଦ୍ର ଚାଷୀ କିଣିପାରୁନାହାନ୍ତି।: [6, 170, 124, 249]
right-top-body1: ଉତ୍କଳ ବିଶ୍ୱବିଦ୍ୟାଳୟର ସାମ୍ବାଦିକତା ବିଭାଗ ପକ୍ଷରୁ ଡିଜିଟାଲ ଯୁଗରେ ଗଣମାଧ୍ୟମର ଆହ୍ୱାନ ଶୀର୍ଷକ ଆଲୋଚନାଚକ୍ର ଅନୁଷ୍ଠିତ ହୋଇଯାଇଛି। ଏଥିରେ ବିଶିଷ୍ଟ ସାମ୍ବାଦିକ ଓ ଶିକ୍ଷାବିତ୍ ଯୋଗଦେଇ ସୋସିଆଲ ମିଡ଼ିଆର ପ୍ରଭାବ ଓ ମିଥ୍ୟା ଖବର ସମ୍ପର୍କରେ ଆଲୋଚନା କରିଥିଲେ।: [594, 102, 692, 165]
odisha-logo: ODISHA: [761, 946, 791, 1003]
tourism-gov: Government of Odisha: [618, 946, 758, 955]
page-number: ପୃଷ୍ଠା - ୩: [740, 32, 773, 42]
registration-dot-black: [46, 1246, 54, 1254]
nirankari-body: [6, 1098, 152, 1242]
lead-body-col3: [414, 148, 584, 238]
anniversary-logo: 50: [566, 4, 606, 40]
cg-tender-notice: [312, 768, 586, 1048]
cg-th-2: Name of Work: [375, 845, 528, 862]
right-top-body3: କାର୍ଯ୍ୟକ୍ରମରେ ବିଭାଗୀୟ ମୁଖ୍ୟ ସ୍ୱାଗତ ଭାଷଣ ଦେଇଥିବାବେଳେ ଶେଷରେ ଧନ୍ୟବାଦ ଅର୍ପଣ କରାଯାଇଥିଲା।: [594, 198, 692, 229]
tourism-email: Email : info@odishatourism.gov.in: [618, 997, 758, 1003]
district-body: [410, 456, 586, 496]
puri-cell: 3: [316, 1115, 324, 1125]
puri-sh-4: Last date and time of receipt of tender clarification: [481, 1198, 525, 1229]
puri-cell: 03.01.2025 at 12.30 P.M. onwards: [477, 1179, 583, 1196]
puri-cell: Name of the work: [324, 1095, 477, 1105]
sukruli-office: OFFICE OF THE PANCHAYAT SAMITI, SUKRULI: [617, 714, 791, 723]
